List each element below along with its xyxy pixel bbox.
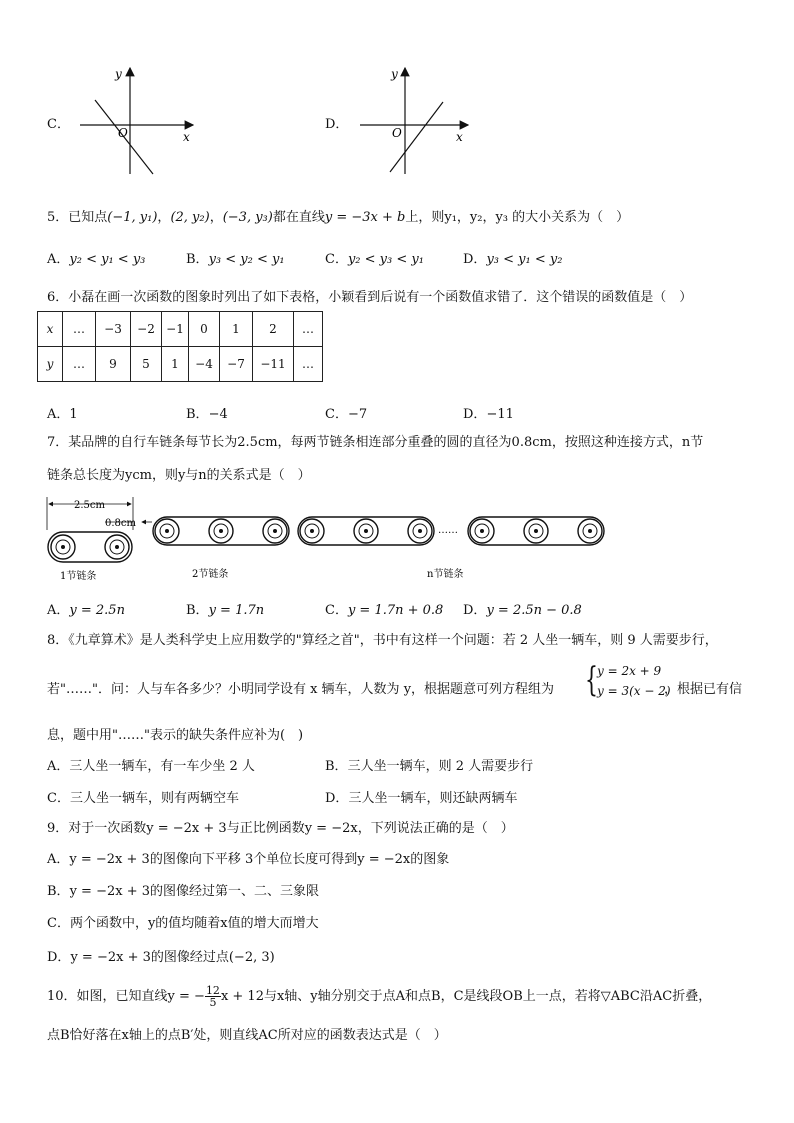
q7-option-b[interactable]: B．y = 1.7n <box>186 603 265 618</box>
q9-option-d[interactable]: D．y = −2x + 3的图像经过点(−2, 3) <box>47 950 275 965</box>
brace-icon: { <box>585 660 598 700</box>
q5-stem: 5．已知点(−1, y₁)，(2, y₂)，(−3, y₃)都在直线y = −3x + b上，则y₁，y₂，y₃ 的大小关系为（ ） <box>47 210 630 225</box>
origin-label: O <box>392 126 402 140</box>
caption-n-links: n节链条 <box>427 569 464 580</box>
q7-option-a[interactable]: A．y = 2.5n <box>47 603 125 618</box>
chain-n-links-left <box>298 517 434 545</box>
q8-stem-line1: 8．《九章算术》是人类科学史上应用数学的"算经之首"，书中有这样一个问题：若 2 人坐一辆车，则 9 人需要步行， <box>47 633 718 648</box>
option-c-label: C． <box>47 117 70 132</box>
q5-option-b[interactable]: B．y₃ < y₂ < y₁ <box>186 252 285 267</box>
chain-n-links-right <box>468 517 604 545</box>
q8-option-d[interactable]: D．三人坐一辆车，则还缺两辆车 <box>325 791 518 806</box>
option-d-label: D． <box>325 117 349 132</box>
x-axis-label: x <box>183 130 190 144</box>
x-axis-label: x <box>456 130 463 144</box>
fraction: $\frac{12}{5}$ <box>205 984 220 1009</box>
q6-option-b[interactable]: B．−4 <box>186 407 228 422</box>
q6-option-d[interactable]: D．−11 <box>463 407 514 422</box>
q6-value-table <box>37 311 323 382</box>
q7-stem-line2: 链条总长度为ycm，则y与n的关系式是（ ） <box>47 468 311 483</box>
q6-option-c[interactable]: C．−7 <box>325 407 368 422</box>
caption-two-links: 2节链条 <box>192 569 229 580</box>
q8-stem-line2-pre: 若"……"．问：人与车各多少？小明同学设有 x 辆车，人数为 y，根据题意可列方程组为 <box>47 682 555 697</box>
graph-d <box>355 62 480 177</box>
chain-one-link <box>48 532 132 562</box>
q9-option-c[interactable]: C．两个函数中，y的值均随着x值的增大而增大 <box>47 916 319 931</box>
q8-stem-line2-post: ，根据已有信 <box>664 682 743 697</box>
ellipsis: …… <box>438 525 458 536</box>
y-axis-label: y <box>391 67 398 81</box>
q7-stem-line1: 7．某品牌的自行车链条每节长为2.5cm，每两节链条相连部分重叠的圆的直径为0.8cm，按照这种连接方式，n节 <box>47 435 704 450</box>
q9-option-a[interactable]: A．y = −2x + 3的图像向下平移 3个单位长度可得到y = −2x的图象 <box>47 852 450 867</box>
y-axis-label: y <box>115 67 122 81</box>
chain-two-links <box>153 517 289 545</box>
q10-stem-line2: 点B恰好落在x轴上的点B′处，则直线AC所对应的函数表达式是（ ） <box>47 1028 447 1043</box>
q8-option-b[interactable]: B．三人坐一辆车，则 2 人需要步行 <box>325 759 534 774</box>
caption-one-link: 1节链条 <box>60 571 97 582</box>
q5-option-d[interactable]: D．y₃ < y₁ < y₂ <box>463 252 563 267</box>
q6-stem: 6．小磊在画一次函数的图象时列出了如下表格，小颖看到后说有一个函数值求错了．这个错误的函数值是（ ） <box>47 290 693 305</box>
q8-option-c[interactable]: C．三人坐一辆车，则有两辆空车 <box>47 791 239 806</box>
q8-stem-line3: 息，题中用"……"表示的缺失条件应补为( ) <box>47 728 304 743</box>
table-row-y: y … 9 5 1 −4 −7 −11 … <box>38 347 323 382</box>
q10-stem-line1: 10．如图，已知直线y = − $\frac{12}{5}$ x + 12与x轴、y轴分别交于点A和点B，C是线段OB上一点，若将▽ABC沿AC折叠， <box>47 984 712 1009</box>
q6-option-a[interactable]: A．1 <box>47 407 78 422</box>
equation-2: y = 3(x − 2) <box>597 684 671 698</box>
equation-1: y = 2x + 9 <box>597 664 662 678</box>
q9-stem: 9．对于一次函数y = −2x + 3与正比例函数y = −2x，下列说法正确的是（ ） <box>47 821 514 836</box>
length-label: 2.5cm <box>74 500 105 511</box>
q5-option-c[interactable]: C．y₂ < y₃ < y₁ <box>325 252 424 267</box>
q8-option-a[interactable]: A．三人坐一辆车，有一车少坐 2 人 <box>47 759 255 774</box>
table-row-x: x … −3 −2 −1 0 1 2 … <box>38 312 323 347</box>
graph-c <box>75 62 200 177</box>
q9-option-b[interactable]: B．y = −2x + 3的图像经过第一、二、三象限 <box>47 884 319 899</box>
q5-option-a[interactable]: A．y₂ < y₁ < y₃ <box>47 252 146 267</box>
chain-figure <box>40 492 610 587</box>
q7-option-c[interactable]: C．y = 1.7n + 0.8 <box>325 603 444 618</box>
q7-option-d[interactable]: D．y = 2.5n − 0.8 <box>463 603 582 618</box>
overlap-label: 0.8cm <box>105 518 136 529</box>
origin-label: O <box>118 126 128 140</box>
